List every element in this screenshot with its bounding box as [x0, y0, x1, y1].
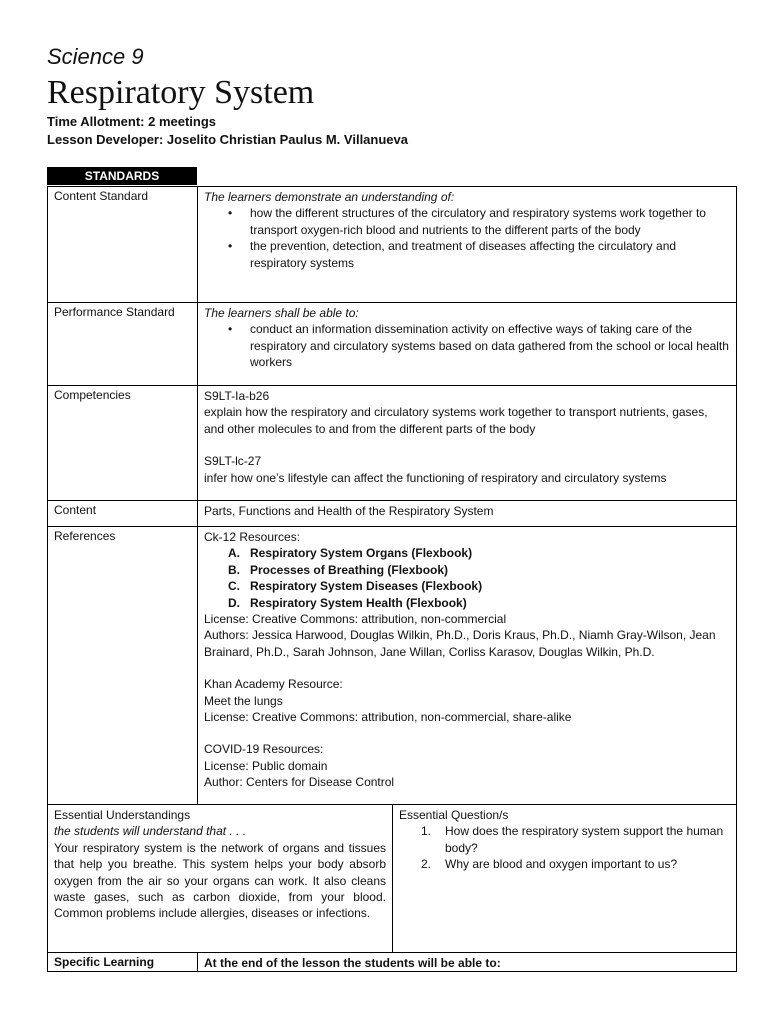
list-item: A. Respiratory System Organs (Flexbook) — [228, 546, 473, 561]
row-value — [198, 527, 736, 793]
performance-standard-intro: The learners shall be able to: — [204, 306, 359, 320]
row-value — [198, 303, 736, 373]
references-row — [47, 527, 737, 805]
essential-questions-list — [399, 823, 730, 872]
list-item: 1. How does the respiratory system support the human body? — [421, 824, 724, 855]
performance-standard-row — [47, 303, 737, 386]
competencies-row — [47, 386, 737, 501]
competency-code: S9LT-Ia-b26 — [204, 389, 270, 403]
lesson-developer: Lesson Developer: Joselito Christian Paulus M. Villanueva — [47, 132, 408, 147]
list-item: D. Respiratory System Health (Flexbook) — [228, 595, 467, 610]
khan-license: License: Creative Commons: attribution, non-commercial, share-alike — [204, 710, 572, 725]
page-title: Respiratory System — [47, 74, 315, 111]
khan-item: Meet the lungs — [204, 693, 283, 708]
list-item: • conduct an information dissemination activity on effective ways of taking care of the respiratory and circulatory systems based on data gathered from the school or local health workers — [204, 321, 730, 370]
row-value — [198, 187, 736, 273]
performance-standard-list — [204, 321, 730, 370]
ck12-authors: Authors: Jessica Harwood, Douglas Wilkin, Ph.D., Doris Kraus, Ph.D., Niamh Gray-Wilson, Jean Brainard, Ph.D., Sarah Johnson, Jane Willan, Corliss Karasov, Douglas Wilkin, Ph.D. — [204, 628, 716, 659]
list-item: • the prevention, detection, and treatment of diseases affecting the circulatory and respiratory systems — [204, 238, 730, 271]
list-item: B. Processes of Breathing (Flexbook) — [228, 562, 449, 577]
competency-text: explain how the respiratory and circulatory systems work together to transport nutrients, gases, and other molecules to and from the different parts of the body — [204, 405, 708, 436]
content-row — [47, 501, 737, 527]
content-standard-list — [204, 205, 730, 271]
khan-title: Khan Academy Resource: — [204, 677, 343, 692]
row-label: Competencies — [48, 386, 198, 500]
content-standard-row — [47, 186, 737, 303]
ck12-license: License: Creative Commons: attribution, non-commercial — [204, 612, 507, 627]
ck12-title: Ck-12 Resources: — [204, 530, 301, 544]
row-label: Content — [48, 501, 198, 526]
competency-text: infer how one’s lifestyle can affect the functioning of respiratory and circulatory systems — [204, 470, 667, 485]
time-allotment: Time Allotment: 2 meetings — [47, 114, 217, 129]
row-label: Performance Standard — [48, 303, 198, 385]
essential-row — [47, 805, 737, 953]
covid-author: Author: Centers for Disease Control — [204, 775, 395, 790]
list-item: C. Respiratory System Diseases (Flexbook) — [228, 579, 483, 594]
list-item: 2. Why are blood and oxygen important to us? — [421, 857, 678, 872]
standards-header: STANDARDS — [47, 167, 197, 185]
competency-code: S9LT-lc-27 — [204, 454, 262, 469]
list-item: • how the different structures of the circulatory and respiratory systems work together to transport oxygen-rich blood and nutrients to the different parts of the body — [204, 205, 730, 238]
subject-label: Science 9 — [47, 44, 144, 69]
content-standard-intro: The learners demonstrate an understanding of: — [204, 190, 455, 204]
essential-questions-cell — [393, 805, 736, 875]
covid-title: COVID-19 Resources: — [204, 742, 324, 757]
essential-understandings-label: Essential Understandings — [54, 808, 191, 822]
covid-license: License: Public domain — [204, 758, 328, 773]
ck12-list — [204, 545, 730, 611]
specific-learning-row — [47, 953, 737, 972]
specific-learning-value: At the end of the lesson the students will be able to: — [204, 956, 501, 970]
row-label: Content Standard — [48, 187, 198, 302]
essential-understandings-cell — [48, 805, 393, 952]
essential-understandings-intro: the students will understand that . . . — [54, 824, 247, 839]
essential-understandings-text: Your respiratory system is the network of organs and tissues that help you breathe. This system helps your body absorb oxygen from the air so your organs can work. It also cleans waste gases, such as carbon dioxide, from your blood. Common problems include allergies, diseases or infections. — [54, 840, 386, 921]
content-value: Parts, Functions and Health of the Respiratory System — [204, 504, 494, 518]
essential-questions-label: Essential Question/s — [399, 808, 509, 822]
row-value — [198, 386, 736, 488]
row-label: Specific Learning — [48, 953, 198, 971]
row-label: References — [48, 527, 198, 804]
